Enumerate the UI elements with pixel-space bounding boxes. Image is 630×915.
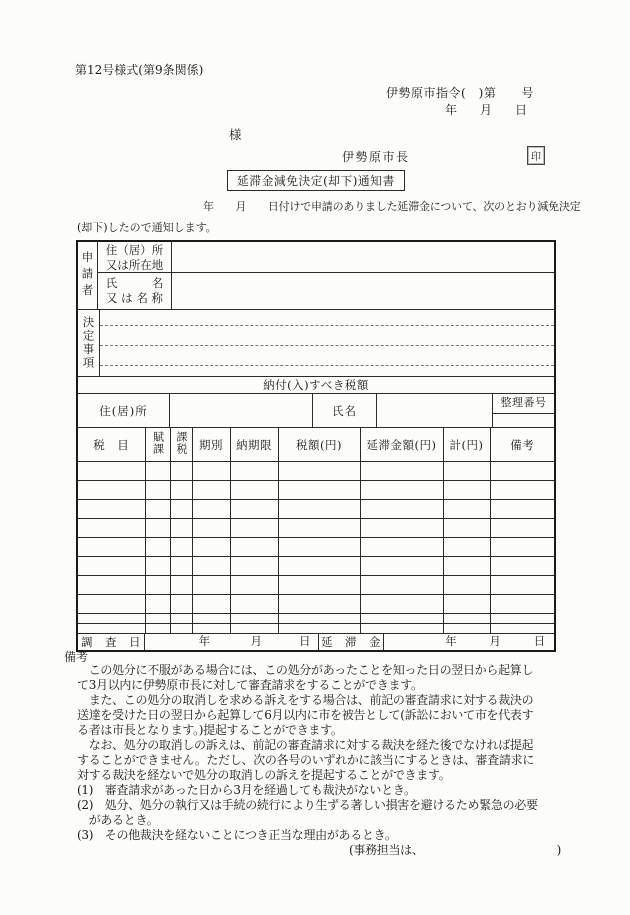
empty-cell xyxy=(145,595,170,614)
applicant-address-label-line1: 住（居）所 xyxy=(105,243,164,257)
empty-cell xyxy=(278,557,360,576)
empty-cell xyxy=(192,500,230,519)
empty-cell xyxy=(170,462,192,481)
applicant-side-label: 申請者 xyxy=(80,250,95,301)
tax-section-title: 納付(入)すべき税額 xyxy=(78,377,554,394)
seal-box: 印 xyxy=(527,146,545,165)
body-text-line1: 年 月 日付けで申請のありました延滞金について、次のとおり減免決定 xyxy=(203,200,581,213)
empty-cell xyxy=(78,557,145,576)
empty-cell xyxy=(490,614,554,624)
empty-cell xyxy=(78,624,145,634)
empty-tax-row xyxy=(78,614,554,624)
clerk-open-text: (事務担当は、 xyxy=(349,843,424,857)
empty-cell xyxy=(145,481,170,500)
empty-cell xyxy=(145,624,170,634)
day-label: 日 xyxy=(298,634,311,648)
applicant-name-label xyxy=(98,273,172,309)
document-title: 延滞金減免決定(却下)通知書 xyxy=(227,170,405,191)
late-fee-label: 延 滞 金 xyxy=(319,634,384,650)
empty-cell xyxy=(78,500,145,519)
empty-cell xyxy=(278,624,360,634)
empty-cell xyxy=(490,576,554,595)
directive-number-line: 伊勢原市指令( )第 号 xyxy=(386,86,534,100)
payer-row xyxy=(78,394,554,428)
empty-cell xyxy=(170,624,192,634)
notes-label: 備考 xyxy=(64,650,89,664)
col-tax-amount: 税額(円) xyxy=(278,428,360,462)
empty-tax-row xyxy=(78,481,554,500)
col-total: 計(円) xyxy=(443,428,490,462)
empty-cell xyxy=(360,500,443,519)
empty-cell xyxy=(278,538,360,557)
empty-cell xyxy=(192,519,230,538)
empty-cell xyxy=(230,519,278,538)
empty-cell xyxy=(443,576,490,595)
empty-cell xyxy=(230,538,278,557)
late-fee-date-field xyxy=(384,634,554,650)
empty-cell xyxy=(230,557,278,576)
form-number: 第12号様式(第9条関係) xyxy=(75,63,204,77)
empty-cell xyxy=(443,538,490,557)
empty-cell xyxy=(360,595,443,614)
survey-date-field xyxy=(145,634,319,650)
addressee-honorific: 様 xyxy=(229,127,242,142)
empty-cell xyxy=(278,500,360,519)
note-line: なお、処分の取消しの訴えは、前記の審査請求に対する裁決を経た後でなければ提起 xyxy=(77,738,534,752)
serial-number-field xyxy=(493,414,554,427)
clerk-line xyxy=(349,843,561,858)
note-line: (2) 処分、処分の執行又は手続の続行により生ずる著しい損害を避けるため緊急の必要 xyxy=(77,798,538,812)
empty-cell xyxy=(78,538,145,557)
col-taxation: 課税 xyxy=(170,428,192,462)
empty-cell xyxy=(490,624,554,634)
empty-tax-row xyxy=(78,557,554,576)
empty-cell xyxy=(230,500,278,519)
applicant-name-field xyxy=(172,273,554,309)
tax-grid xyxy=(78,428,554,634)
header-date-line xyxy=(445,101,527,118)
main-form-table xyxy=(76,240,556,652)
month-label: 月 xyxy=(480,103,493,117)
col-tax-item: 税 目 xyxy=(78,428,145,462)
applicant-section xyxy=(78,242,554,310)
month-label: 月 xyxy=(250,634,263,648)
dotted-rule xyxy=(100,326,554,346)
empty-cell xyxy=(490,557,554,576)
empty-cell xyxy=(145,576,170,595)
decision-side-label: 決定事項 xyxy=(81,316,96,370)
empty-cell xyxy=(78,614,145,624)
decision-side-cell xyxy=(78,310,100,376)
empty-tax-row xyxy=(78,462,554,481)
day-label: 日 xyxy=(515,103,528,117)
year-label: 年 xyxy=(445,634,457,648)
empty-cell xyxy=(78,595,145,614)
empty-cell xyxy=(192,614,230,624)
empty-cell xyxy=(443,519,490,538)
empty-cell xyxy=(145,614,170,624)
empty-cell xyxy=(278,595,360,614)
empty-cell xyxy=(170,519,192,538)
payer-name-field xyxy=(377,394,493,427)
empty-cell xyxy=(230,624,278,634)
empty-tax-row xyxy=(78,576,554,595)
empty-cell xyxy=(490,538,554,557)
clerk-close-paren: ) xyxy=(556,843,561,857)
empty-cell xyxy=(490,462,554,481)
note-line: 送達を受けた日の翌日から起算して6月以内に市を被告として(訴訟において市を代表す xyxy=(77,708,534,722)
empty-cell xyxy=(192,481,230,500)
empty-cell xyxy=(490,500,554,519)
empty-cell xyxy=(443,595,490,614)
empty-cell xyxy=(192,624,230,634)
empty-cell xyxy=(278,614,360,624)
empty-cell xyxy=(230,481,278,500)
empty-cell xyxy=(145,557,170,576)
empty-cell xyxy=(170,481,192,500)
empty-cell xyxy=(230,614,278,624)
issuer-name: 伊勢原市長 xyxy=(342,150,410,164)
survey-date-row xyxy=(78,634,554,650)
empty-cell xyxy=(278,519,360,538)
empty-cell xyxy=(78,519,145,538)
empty-cell xyxy=(443,462,490,481)
col-late-fee-amount: 延滞金額(円) xyxy=(360,428,443,462)
serial-number-label: 整理番号 xyxy=(493,394,554,414)
empty-cell xyxy=(145,462,170,481)
empty-cell xyxy=(170,576,192,595)
empty-cell xyxy=(360,614,443,624)
empty-cell xyxy=(278,576,360,595)
empty-tax-row xyxy=(78,519,554,538)
empty-cell xyxy=(360,481,443,500)
col-due-date: 納期限 xyxy=(230,428,278,462)
note-line: また、この処分の取消しを求める訴えをする場合は、前記の審査請求に対する裁決の xyxy=(77,693,534,707)
notes-block xyxy=(77,663,571,858)
empty-cell xyxy=(360,519,443,538)
year-label: 年 xyxy=(198,634,211,648)
serial-number-cell xyxy=(493,394,554,427)
applicant-side-cell xyxy=(78,242,98,309)
note-line: 対する裁決を経ないで処分の取消しの訴えを提起することができます。 xyxy=(77,768,451,782)
empty-cell xyxy=(360,557,443,576)
decision-section xyxy=(78,310,554,377)
empty-tax-row xyxy=(78,500,554,519)
empty-cell xyxy=(230,462,278,481)
empty-tax-row xyxy=(78,538,554,557)
decision-field xyxy=(100,310,554,376)
empty-tax-row xyxy=(78,624,554,634)
empty-cell xyxy=(360,624,443,634)
empty-cell xyxy=(278,462,360,481)
year-label: 年 xyxy=(445,103,458,117)
empty-cell xyxy=(170,538,192,557)
empty-cell xyxy=(170,595,192,614)
dotted-rule xyxy=(100,310,554,326)
empty-cell xyxy=(192,557,230,576)
empty-cell xyxy=(360,538,443,557)
empty-cell xyxy=(78,576,145,595)
survey-date-label: 調 査 日 xyxy=(78,634,145,650)
payer-address-field xyxy=(170,394,313,427)
empty-cell xyxy=(230,595,278,614)
empty-cell xyxy=(170,557,192,576)
empty-cell xyxy=(360,462,443,481)
col-period: 期別 xyxy=(192,428,230,462)
empty-cell xyxy=(170,614,192,624)
empty-cell xyxy=(192,538,230,557)
tax-grid-header-row xyxy=(78,428,554,462)
body-text-line2: (却下)したので通知します。 xyxy=(77,221,217,234)
empty-cell xyxy=(192,576,230,595)
dotted-rule xyxy=(100,346,554,366)
applicant-name-label-line1: 氏 名 xyxy=(105,276,164,290)
empty-cell xyxy=(145,538,170,557)
applicant-address-label xyxy=(98,242,172,273)
empty-cell xyxy=(490,519,554,538)
empty-tax-row xyxy=(78,595,554,614)
empty-cell xyxy=(443,557,490,576)
note-line: る者は市長となります。)提起することができます。 xyxy=(77,723,343,737)
empty-cell xyxy=(170,500,192,519)
empty-cell xyxy=(230,576,278,595)
applicant-name-label-line2: 又 は 名 称 xyxy=(106,291,163,305)
empty-cell xyxy=(443,624,490,634)
note-line: があるとき。 xyxy=(77,813,159,827)
empty-cell xyxy=(192,595,230,614)
empty-cell xyxy=(145,519,170,538)
month-label: 月 xyxy=(489,634,501,648)
empty-cell xyxy=(192,462,230,481)
empty-cell xyxy=(278,481,360,500)
empty-cell xyxy=(145,500,170,519)
empty-cell xyxy=(490,481,554,500)
note-line: て3月以内に伊勢原市長に対して審査請求をすることができます。 xyxy=(77,678,423,692)
empty-cell xyxy=(78,481,145,500)
empty-cell xyxy=(490,595,554,614)
note-line: (3) その他裁決を経ないことにつき正当な理由があるとき。 xyxy=(77,828,397,842)
day-label: 日 xyxy=(533,634,546,648)
applicant-address-label-line2: 又は所在地 xyxy=(105,258,164,272)
note-line: することができません。ただし、次の各号のいずれかに該当にするときは、審査請求に xyxy=(77,753,535,767)
note-line: この処分に不服がある場合には、この処分があったことを知った日の翌日から起算し xyxy=(77,663,534,677)
payer-address-label: 住(居)所 xyxy=(78,394,170,427)
payer-name-label: 氏名 xyxy=(313,394,377,427)
empty-cell xyxy=(443,481,490,500)
empty-cell xyxy=(443,614,490,624)
empty-cell xyxy=(360,576,443,595)
note-line: (1) 審査請求があった日から3月を経過しても裁決がないとき。 xyxy=(77,783,416,797)
empty-cell xyxy=(443,500,490,519)
empty-cell xyxy=(78,462,145,481)
col-remarks: 備考 xyxy=(490,428,554,462)
col-levy: 賦課 xyxy=(145,428,170,462)
applicant-address-field xyxy=(172,242,554,273)
